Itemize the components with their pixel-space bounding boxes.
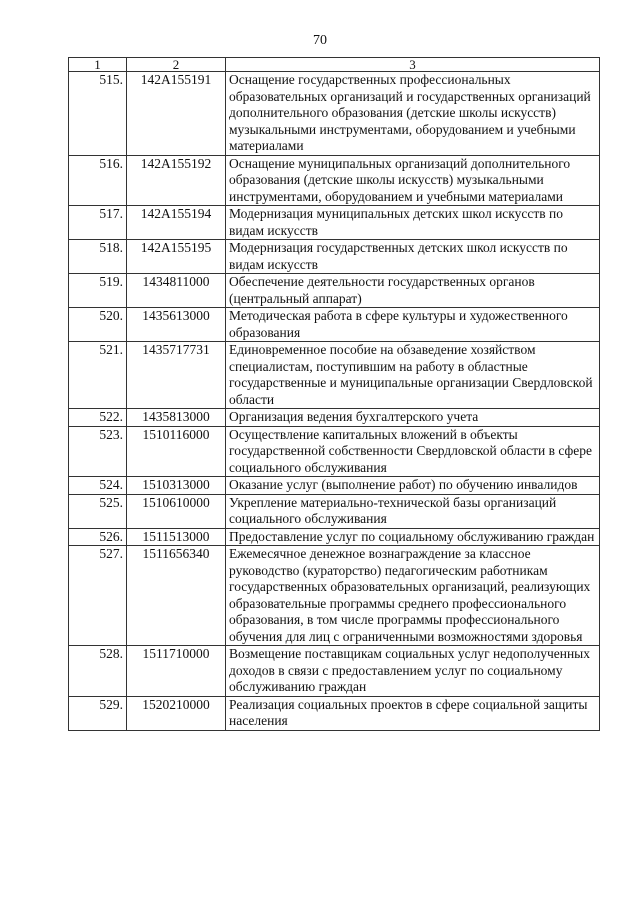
row-description: Возмещение поставщикам социальных услуг недополученных доходов в связи с предоставлением услуг по социальному обслуживанию граждан: [226, 646, 600, 697]
column-header-1: 1: [69, 58, 127, 72]
row-number: 515.: [69, 72, 127, 156]
table-row: [69, 72, 600, 156]
budget-code-table: [68, 57, 600, 731]
row-description: Укрепление материально-технической базы организаций социального обслуживания: [226, 494, 600, 528]
row-number: 525.: [69, 494, 127, 528]
table-row: [69, 206, 600, 240]
row-code: 1510313000: [127, 477, 226, 495]
row-description: Предоставление услуг по социальному обслуживанию граждан: [226, 528, 600, 546]
row-description: Методическая работа в сфере культуры и художественного образования: [226, 308, 600, 342]
table-row: [69, 342, 600, 409]
row-code: 1510116000: [127, 426, 226, 477]
table-row: [69, 494, 600, 528]
row-code: 1434811000: [127, 274, 226, 308]
row-number: 522.: [69, 409, 127, 427]
page-number: 70: [313, 33, 327, 48]
column-header-3: 3: [226, 58, 600, 72]
row-number: 521.: [69, 342, 127, 409]
row-code: 142А155192: [127, 155, 226, 206]
row-description: Осуществление капитальных вложений в объекты государственной собственности Свердловской области в сфере социального обслуживания: [226, 426, 600, 477]
row-code: 142А155191: [127, 72, 226, 156]
row-description: Модернизация муниципальных детских школ искусств по видам искусств: [226, 206, 600, 240]
table-row: [69, 155, 600, 206]
row-description: Обеспечение деятельности государственных органов (центральный аппарат): [226, 274, 600, 308]
table-row: [69, 308, 600, 342]
row-code: 142А155194: [127, 206, 226, 240]
row-code: 1511710000: [127, 646, 226, 697]
row-number: 517.: [69, 206, 127, 240]
row-description: Организация ведения бухгалтерского учета: [226, 409, 600, 427]
row-number: 523.: [69, 426, 127, 477]
column-header-2: 2: [127, 58, 226, 72]
table-row: [69, 426, 600, 477]
table-row: [69, 528, 600, 546]
table-row: [69, 646, 600, 697]
table-header-row: [69, 58, 600, 72]
row-number: 524.: [69, 477, 127, 495]
row-description: Модернизация государственных детских школ искусств по видам искусств: [226, 240, 600, 274]
row-number: 527.: [69, 546, 127, 646]
row-description: Оснащение государственных профессиональных образовательных организаций и государственных организаций дополнительного образования (детские школы искусств) музыкальными инструментами, оборудованием и учебными материалами: [226, 72, 600, 156]
row-code: 142А155195: [127, 240, 226, 274]
row-code: 1435813000: [127, 409, 226, 427]
row-number: 520.: [69, 308, 127, 342]
table-row: [69, 240, 600, 274]
table-row: [69, 477, 600, 495]
row-number: 516.: [69, 155, 127, 206]
row-code: 1511513000: [127, 528, 226, 546]
row-description: Оснащение муниципальных организаций дополнительного образования (детские школы искусств) музыкальными инструментами, оборудованием и учебными материалами: [226, 155, 600, 206]
row-description: Ежемесячное денежное вознаграждение за классное руководство (кураторство) педагогическим работникам государственных образовательных организаций, реализующих образовательные программы среднего профессионального образования, в том числе программы профессионального обучения для лиц с ограниченными возможностями здоровья: [226, 546, 600, 646]
row-code: 1520210000: [127, 696, 226, 730]
row-description: Реализация социальных проектов в сфере социальной защиты населения: [226, 696, 600, 730]
table-row: [69, 696, 600, 730]
row-code: 1510610000: [127, 494, 226, 528]
row-number: 529.: [69, 696, 127, 730]
table-row: [69, 274, 600, 308]
row-number: 519.: [69, 274, 127, 308]
row-number: 526.: [69, 528, 127, 546]
row-number: 528.: [69, 646, 127, 697]
table-row: [69, 546, 600, 646]
row-number: 518.: [69, 240, 127, 274]
row-description: Оказание услуг (выполнение работ) по обучению инвалидов: [226, 477, 600, 495]
row-description: Единовременное пособие на обзаведение хозяйством специалистам, поступившим на работу в областные государственные и муниципальные организации Свердловской области: [226, 342, 600, 409]
row-code: 1435717731: [127, 342, 226, 409]
table-row: [69, 409, 600, 427]
row-code: 1511656340: [127, 546, 226, 646]
row-code: 1435613000: [127, 308, 226, 342]
